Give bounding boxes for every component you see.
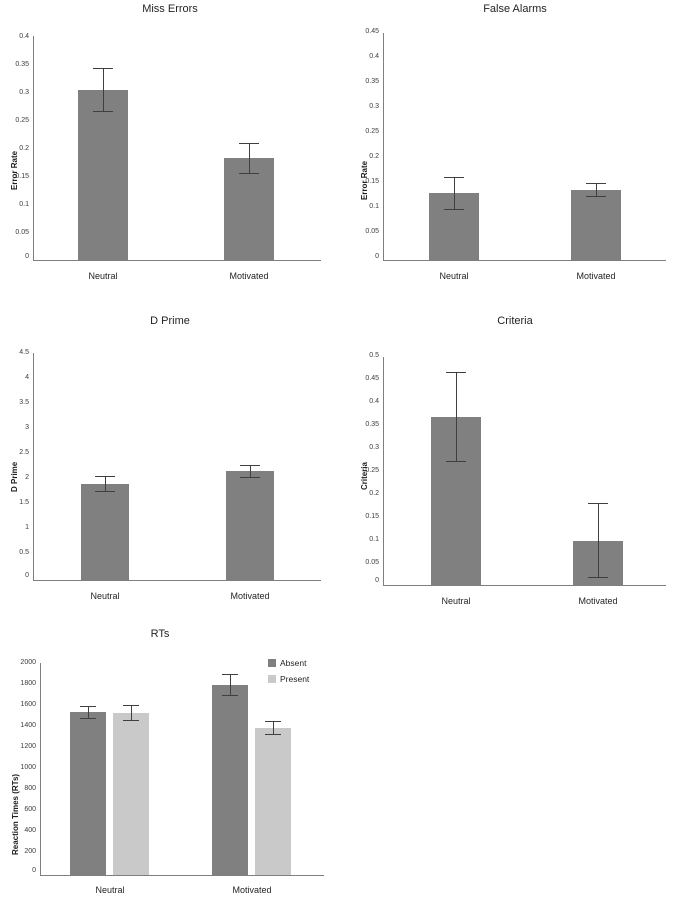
y-tick-label: 0.4 [369, 53, 379, 60]
y-tick-label: 0.2 [19, 145, 29, 152]
y-axis-line [33, 353, 34, 580]
y-tick-label: 1 [25, 524, 29, 531]
y-tick-label: 1400 [20, 722, 36, 729]
x-axis-line [33, 580, 321, 581]
y-tick-label: 0.25 [15, 117, 29, 124]
y-tick-label: 1000 [20, 764, 36, 771]
bar-neutral-present [113, 713, 149, 875]
y-axis-label-false-alarms: Error Rate [360, 160, 369, 200]
y-axis-line [383, 33, 384, 260]
x-axis-line [383, 585, 666, 586]
error-bar-motivated [573, 503, 623, 578]
y-tick-label: 4 [25, 374, 29, 381]
bar-neutral [78, 90, 128, 260]
y-tick-label: 0.15 [15, 173, 29, 180]
panel-rts [0, 620, 360, 908]
y-tick-label: 4.5 [19, 349, 29, 356]
panel-false-alarms [345, 0, 685, 300]
y-tick-label: 2000 [20, 659, 36, 666]
chart-title-criteria: Criteria [497, 315, 533, 327]
y-axis-line [40, 663, 41, 875]
y-tick-label: 0.1 [369, 536, 379, 543]
error-bar-neutral-present [113, 705, 149, 721]
y-tick-label: 1200 [20, 743, 36, 750]
y-tick-label: 0.4 [369, 398, 379, 405]
x-axis-line [33, 260, 321, 261]
panel-criteria [345, 310, 685, 610]
x-tick-label-neutral: Neutral [439, 271, 469, 281]
y-tick-label: 0.5 [19, 549, 29, 556]
y-axis-label-miss-errors: Error Rate [10, 150, 19, 190]
y-tick-label: 0.4 [19, 33, 29, 40]
y-tick-label: 200 [24, 848, 36, 855]
y-tick-label: 0 [25, 572, 29, 579]
error-bar-motivated-absent [212, 674, 248, 696]
error-bar-neutral [78, 68, 128, 112]
y-tick-label: 0 [375, 253, 379, 260]
error-bar-neutral [431, 372, 481, 462]
error-bar-motivated [226, 465, 274, 478]
x-tick-label-motivated: Motivated [576, 271, 616, 281]
y-tick-label: 400 [24, 827, 36, 834]
error-bar-motivated [224, 143, 274, 174]
legend-label-present: Present [280, 674, 310, 684]
legend-swatch-absent [268, 659, 276, 667]
error-bar-motivated [571, 183, 621, 197]
bar-neutral [81, 484, 129, 580]
bar-motivated [226, 471, 274, 580]
y-tick-label: 0.2 [369, 153, 379, 160]
y-tick-label: 0.25 [365, 128, 379, 135]
error-bar-neutral [429, 177, 479, 210]
y-tick-label: 0.1 [369, 203, 379, 210]
y-tick-label: 0.5 [369, 352, 379, 359]
y-tick-label: 0.15 [365, 178, 379, 185]
y-tick-label: 1800 [20, 680, 36, 687]
y-tick-label: 0.2 [369, 490, 379, 497]
y-axis-label-rts: Reaction Times (RTs) [11, 773, 20, 855]
y-axis-line [383, 357, 384, 585]
y-tick-label: 0.35 [365, 78, 379, 85]
bar-neutral-absent [70, 712, 106, 875]
y-axis-line [33, 36, 34, 260]
x-tick-label-neutral: Neutral [441, 596, 471, 606]
y-tick-label: 0.35 [365, 421, 379, 428]
x-tick-label-neutral: Neutral [88, 271, 118, 281]
x-axis-line [383, 260, 666, 261]
error-bar-neutral [81, 476, 129, 492]
y-tick-label: 0.45 [365, 28, 379, 35]
chart-title-false-alarms: False Alarms [483, 3, 547, 15]
chart-title-rts: RTs [150, 628, 170, 640]
y-tick-label: 800 [24, 785, 36, 792]
x-tick-label-motivated: Motivated [229, 271, 269, 281]
y-tick-label: 0 [32, 867, 36, 874]
x-tick-label-neutral: Neutral [90, 591, 120, 601]
y-tick-label: 3.5 [19, 399, 29, 406]
x-tick-label-motivated: Motivated [232, 885, 272, 895]
legend-swatch-present [268, 675, 276, 683]
error-bar-motivated-present [255, 721, 291, 735]
y-tick-label: 0.1 [19, 201, 29, 208]
error-bar-neutral-absent [70, 706, 106, 719]
y-tick-label: 600 [24, 806, 36, 813]
x-tick-label-neutral: Neutral [95, 885, 125, 895]
y-tick-label: 0.15 [365, 513, 379, 520]
y-tick-label: 0.35 [15, 61, 29, 68]
y-tick-label: 2 [25, 474, 29, 481]
y-tick-label: 1600 [20, 701, 36, 708]
y-axis-label-criteria: Criteria [360, 461, 369, 490]
x-tick-label-motivated: Motivated [230, 591, 270, 601]
bar-motivated-present [255, 728, 291, 875]
y-tick-label: 2.5 [19, 449, 29, 456]
legend-entry-present [268, 674, 309, 684]
y-tick-label: 0 [375, 577, 379, 584]
legend-entry-absent [268, 658, 309, 668]
y-tick-label: 0.3 [369, 444, 379, 451]
legend-label-absent: Absent [280, 658, 307, 668]
y-tick-label: 0.05 [365, 228, 379, 235]
x-tick-label-motivated: Motivated [578, 596, 618, 606]
y-tick-label: 0.05 [365, 559, 379, 566]
x-axis-line [40, 875, 324, 876]
y-axis-label-d-prime: D Prime [10, 461, 19, 492]
bar-motivated-absent [212, 685, 248, 875]
y-tick-label: 0 [25, 253, 29, 260]
bar-motivated [571, 190, 621, 260]
chart-title-miss-errors: Miss Errors [142, 3, 198, 15]
y-tick-label: 1.5 [19, 499, 29, 506]
y-tick-label: 0.25 [365, 467, 379, 474]
y-tick-label: 0.3 [19, 89, 29, 96]
panel-miss-errors [0, 0, 340, 300]
chart-title-d-prime: D Prime [150, 315, 190, 327]
y-tick-label: 0.05 [15, 229, 29, 236]
panel-d-prime [0, 310, 340, 610]
y-tick-label: 0.45 [365, 375, 379, 382]
y-tick-label: 0.3 [369, 103, 379, 110]
legend-rts [268, 658, 309, 690]
y-tick-label: 3 [25, 424, 29, 431]
